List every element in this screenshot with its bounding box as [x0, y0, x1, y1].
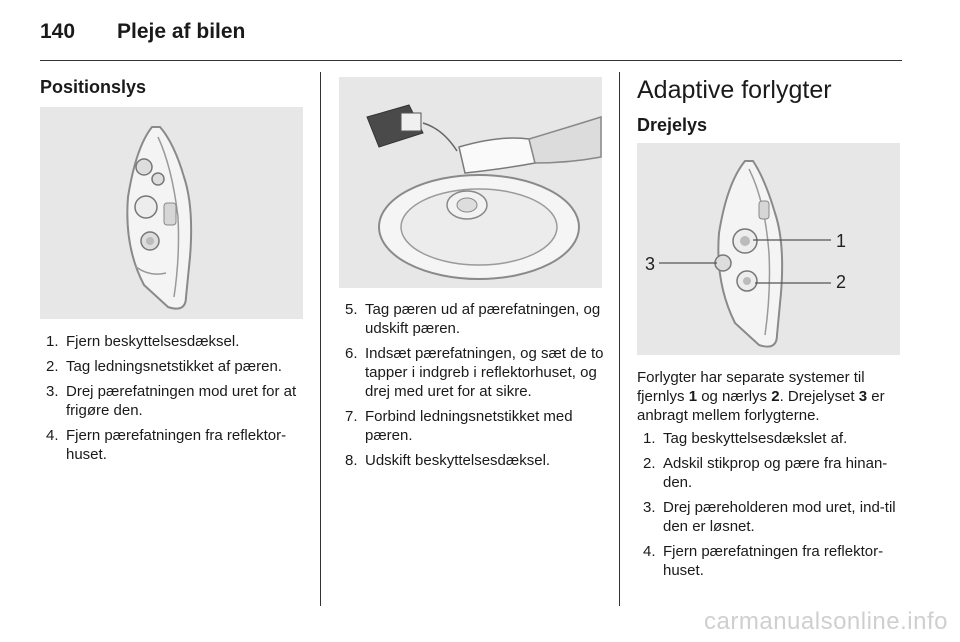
list-item: 3. Drej pærefatningen mod uret for at frigøre den. [46, 383, 297, 419]
column-divider-right [619, 72, 620, 606]
list-item: 2. Tag ledningsnetstikket af pæren. [46, 358, 282, 375]
list-item: 6. Indsæt pærefatningen, og sæt de to tapper i indgreb i reflektorhuset, og drej med uret for at sikre. [345, 345, 604, 400]
list-item: 4. Fjern pærefatningen fra reflektor-huset. [46, 427, 287, 463]
steps-list-middle [339, 300, 611, 476]
list-item: 4. Fjern pærefatningen fra reflektor-huset. [643, 543, 884, 579]
callout-label-2: 2 [836, 272, 847, 292]
bulb-socket-illustration [339, 77, 602, 288]
list-item: 1. Fjern beskyttelsesdæksel. [46, 333, 240, 350]
list-item: 7. Forbind ledningsnetstikket med pæren. [345, 408, 573, 444]
column-divider-left [320, 72, 321, 606]
steps-list-right [637, 429, 903, 586]
steps-list-left [40, 332, 310, 470]
section-heading-adaptive-forlygter: Adaptive forlygter [637, 76, 832, 104]
page-title: Pleje af bilen [117, 20, 246, 43]
adaptive-headlamp-illustration [637, 143, 900, 355]
intro-paragraph: Forlygter har separate systemer til fjernlys 1 og nærlys 2. Drejelyset 3 er anbragt mellem forlygterne. [637, 369, 885, 424]
callout-label-3: 3 [645, 254, 656, 274]
headlamp-rear-illustration [40, 107, 303, 319]
section-heading-positionslys: Positionslys [40, 77, 147, 97]
header-rule [40, 60, 902, 61]
watermark: carmanualsonline.info [704, 608, 948, 635]
page-number: 140 [40, 20, 76, 43]
list-item: 1. Tag beskyttelsesdækslet af. [643, 430, 848, 447]
list-item: 8. Udskift beskyttelsesdæksel. [345, 452, 551, 469]
list-item: 3. Drej pæreholderen mod uret, ind-til den er løsnet. [643, 499, 896, 535]
list-item: 2. Adskil stikprop og pære fra hinan-den. [643, 455, 888, 491]
callout-label-1: 1 [836, 231, 847, 251]
list-item: 5. Tag pæren ud af pærefatningen, og udskift pæren. [345, 301, 601, 337]
subheading-drejelys: Drejelys [637, 115, 708, 135]
